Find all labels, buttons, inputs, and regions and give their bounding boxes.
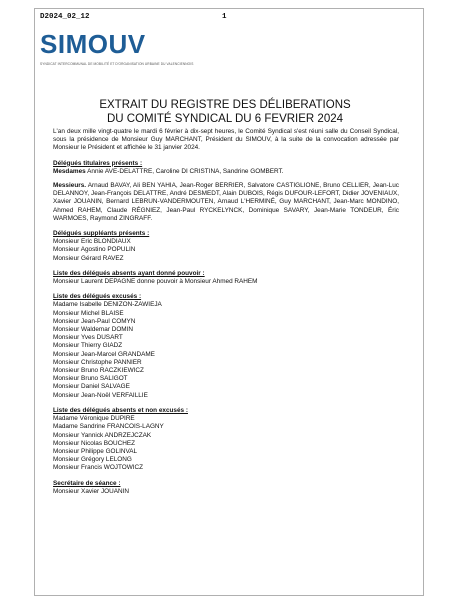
section-pouvoir (53, 270, 399, 286)
section-heading: Liste des délégués absents et non excusés : (53, 406, 188, 414)
section-heading: Délégués titulaires présents : (53, 159, 143, 167)
mesdames-paragraph (53, 168, 399, 176)
list-item: Monsieur Yannick ANDRZEJCZAK (53, 431, 152, 439)
section-heading: Liste des délégués absents ayant donné pouvoir : (53, 269, 205, 277)
list-item: Monsieur Laurent DEPAGNE donne pouvoir à Monsieur Ahmed RAHEM (53, 278, 258, 286)
mesdames-label: Mesdames (53, 167, 86, 175)
document-title (60, 98, 390, 126)
list-item: Monsieur Jean-Marcel GRANDAME (53, 350, 155, 358)
list-item: Monsieur Christophe PANNIER (53, 358, 142, 366)
list-item: Monsieur Jean-Paul COMYN (53, 317, 136, 325)
list-item: Monsieur Bruno SALIGOT (53, 375, 128, 383)
title-line-2: DU COMITÉ SYNDICAL DU 6 FEVRIER 2024 (106, 113, 344, 125)
section-heading: Liste des délégués excusés : (53, 293, 142, 301)
section-excuses (53, 293, 399, 400)
section-heading: Secrétaire de séance : (53, 479, 121, 487)
list-item: Monsieur Thierry GIADZ (53, 342, 123, 350)
list-item: Monsieur Eric BLONDIAUX (53, 238, 131, 246)
list-item: Madame Isabelle DENIZON-ZAWIEJA (53, 301, 162, 309)
list-item: Monsieur Waldemar DOMIN (53, 326, 134, 334)
logo-wordmark: SIMOUV (40, 29, 146, 59)
list-item: Monsieur Bruno RACZKIEWICZ (53, 367, 144, 375)
intro-paragraph: L'an deux mille vingt-quatre le mardi 6 février à dix-sept heures, le Comité Syndical s'est réuni salle du Conseil Syndical, sous la présidence de Monsieur Guy MARCHANT, Président du SIMOUV, à la suite de la convocation adressée par Monsieur le Président et affichée le 31 janvier 2024. (53, 128, 399, 152)
list-item: Monsieur Jean-Noël VERFAILLIE (53, 391, 148, 399)
list-item: Monsieur Nicolas BOUCHEZ (53, 439, 136, 447)
list-item: Monsieur Gérard RAVEZ (53, 254, 124, 262)
list-item: Monsieur Agostino POPULIN (53, 246, 136, 254)
list-item: Monsieur Francis WOJTOWICZ (53, 464, 144, 472)
section-titulaires (53, 160, 399, 223)
section-heading: Délégués suppléants présents : (53, 230, 150, 238)
document-body (53, 128, 399, 503)
list-item: Madame Véronique DUPIRE (53, 415, 135, 423)
list-item: Monsieur Daniel SALVAGE (53, 383, 130, 391)
list-item: Monsieur Yves DUSART (53, 334, 123, 342)
page-number: 1 (222, 13, 227, 21)
section-secretaire (53, 480, 399, 496)
list-item: Monsieur Grégory LELONG (53, 456, 132, 464)
title-line-1: EXTRAIT DU REGISTRE DES DÉLIBERATIONS (99, 99, 351, 111)
messieurs-names: Arnaud BAVAY, Ali BEN YAHIA, Jean-Roger BERRIER, Salvatore CASTIGLIONE, Bruno CELLIER, Jean-Luc DELANNOY, Jean-François DELATTRE, André DESMEDT, Alain DUBOIS, Régis DUFOUR-LEFORT, Didier JOVENIAUX, Xavier JOUANIN, Bernard LEBRUN-VANDERMOUTEN, Arnaud L'HERMINÉ, Guy MARCHANT, Jean-Marc MONDINO, Ahmed RAHEM, Claude RÉGNIEZ, Jean-Paul RYCKELYNCK, Dominique SAVARY, Jean-Marie TONDEUR, Éric WARMOES, Raymond ZINGRAFF. (53, 182, 399, 222)
section-suppleants (53, 230, 399, 263)
list-item: Monsieur Michel BLAISE (53, 309, 124, 317)
mesdames-names: Annie AVE-DELATTRE, Caroline DI CRISTINA, Sandrine GOMBERT. (87, 167, 284, 175)
list-item: Monsieur Xavier JOUANIN (53, 487, 129, 495)
logo-subtitle: SYNDICAT INTERCOMMUNAL DE MOBILITÉ ET D'ORGANISATION URBAINE DU VALENCIENNOIS (40, 62, 194, 66)
messieurs-paragraph (53, 182, 399, 223)
section-non-excuses (53, 407, 399, 473)
list-item: Madame Sandrine FRANCOIS-LAGNY (53, 423, 164, 431)
document-reference: D2024_02_12 (40, 13, 90, 21)
simouv-logo (40, 29, 210, 74)
list-item: Monsieur Philippe GOLINVAL (53, 447, 138, 455)
messieurs-label: Messieurs. (53, 182, 87, 190)
